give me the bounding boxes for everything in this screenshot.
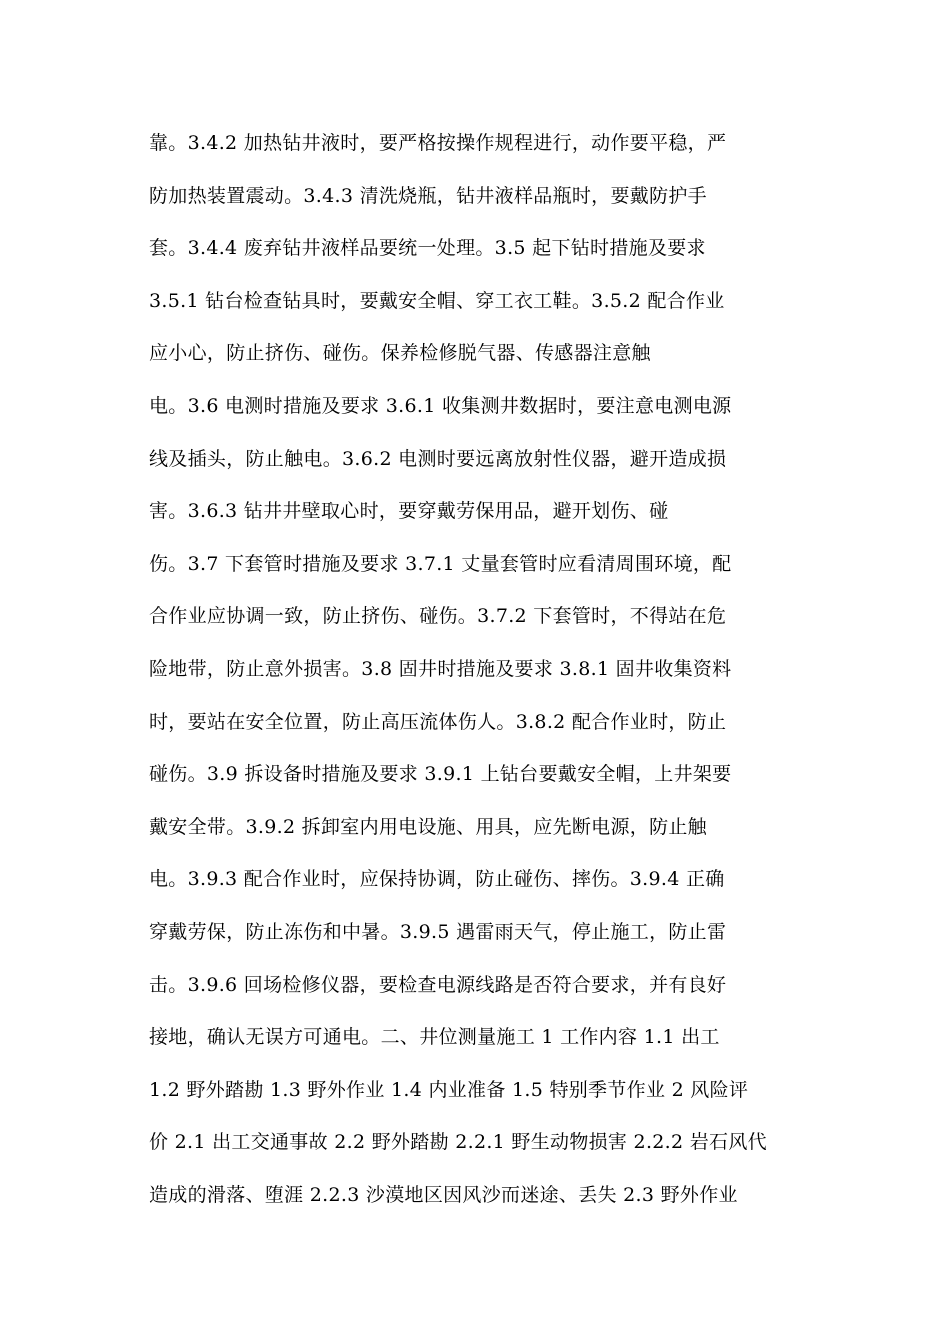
text-line: 3.5.1 钻台检查钻具时，要戴安全帽、穿工衣工鞋。3.5.2 配合作业 [149, 289, 725, 312]
text-line: 线及插头，防止触电。3.6.2 电测时要远离放射性仪器，避开造成损 [149, 447, 727, 470]
text-line: 1.2 野外踏勘 1.3 野外作业 1.4 内业准备 1.5 特别季节作业 2 风险评 [149, 1078, 749, 1101]
text-line: 害。3.6.3 钻井井壁取心时，要穿戴劳保用品，避开划伤、碰 [149, 500, 669, 523]
text-line: 价 2.1 出工交通事故 2.2 野外踏勘 2.2.1 野生动物损害 2.2.2 岩石风代 [149, 1131, 767, 1154]
body-text [149, 117, 809, 1221]
text-line: 戴安全带。3.9.2 拆卸室内用电设施、用具，应先断电源，防止触 [149, 815, 707, 838]
text-line: 电。3.6 电测时措施及要求 3.6.1 收集测井数据时，要注意电测电源 [149, 394, 732, 417]
text-line: 应小心，防止挤伤、碰伤。保养检修脱气器、传感器注意触 [149, 342, 651, 365]
text-line: 接地，确认无误方可通电。二、井位测量施工 1 工作内容 1.1 出工 [149, 1026, 720, 1049]
text-line: 靠。3.4.2 加热钻井液时，要严格按操作规程进行，动作要平稳，严 [149, 132, 727, 154]
text-line: 防加热装置震动。3.4.3 清洗烧瓶，钻井液样品瓶时，要戴防护手 [149, 184, 707, 207]
text-line: 套。3.4.4 废弃钻井液样品要统一处理。3.5 起下钻时措施及要求 [149, 237, 706, 260]
text-line: 碰伤。3.9 拆设备时措施及要求 3.9.1 上钻台要戴安全帽，上井架要 [149, 763, 732, 786]
text-line: 电。3.9.3 配合作业时，应保持协调，防止碰伤、摔伤。3.9.4 正确 [149, 868, 725, 891]
text-line: 击。3.9.6 回场检修仪器，要检查电源线路是否符合要求，并有良好 [149, 973, 727, 996]
text-line: 造成的滑落、堕涯 2.2.3 沙漠地区因风沙而迷途、丢失 2.3 野外作业 [149, 1183, 738, 1206]
text-line: 时，要站在安全位置，防止高压流体伤人。3.8.2 配合作业时，防止 [149, 710, 727, 733]
text-line: 穿戴劳保，防止冻伤和中暑。3.9.5 遇雷雨天气，停止施工，防止雷 [149, 920, 727, 943]
text-line: 伤。3.7 下套管时措施及要求 3.7.1 丈量套管时应看清周围环境，配 [149, 552, 732, 575]
text-line: 险地带，防止意外损害。3.8 固井时措施及要求 3.8.1 固井收集资料 [149, 657, 732, 680]
text-line: 合作业应协调一致，防止挤伤、碰伤。3.7.2 下套管时，不得站在危 [149, 605, 727, 628]
